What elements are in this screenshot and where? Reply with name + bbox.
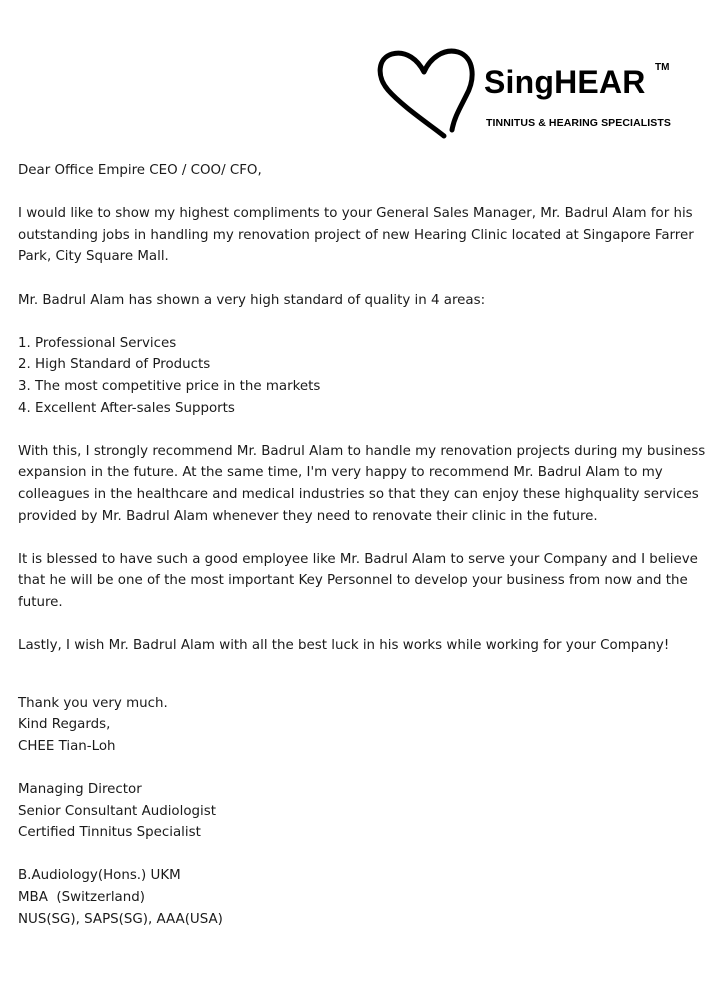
list-item: 3. The most competitive price in the markets <box>18 378 321 394</box>
paragraph-employee: It is blessed to have such a good employee like Mr. Badrul Alam to serve your Company and I believe that he will be one of the most important Key Personnel to develop your business from now and the future. <box>18 551 698 610</box>
list-item: 2. High Standard of Products <box>18 357 211 373</box>
signer-title: Senior Consultant Audiologist <box>18 803 216 819</box>
letter-body <box>18 160 708 930</box>
list-item: 4. Excellent After-sales Supports <box>18 400 235 416</box>
paragraph-closing-wish: Lastly, I wish Mr. Badrul Alam with all the best luck in his works while working for your Company! <box>18 638 670 654</box>
trademark: TM <box>655 62 670 73</box>
quality-list <box>18 333 708 419</box>
signoff-thanks: Thank you very much. <box>18 695 168 711</box>
salutation: Dear Office Empire CEO / COO/ CFO, <box>18 163 262 178</box>
heart-icon <box>374 44 486 140</box>
signer-credential: B.Audiology(Hons.) UKM <box>18 868 181 884</box>
company-logo <box>374 44 704 144</box>
paragraph-quality-intro: Mr. Badrul Alam has shown a very high standard of quality in 4 areas: <box>18 292 486 308</box>
brand-tagline: TINNITUS & HEARING SPECIALISTS <box>486 117 672 129</box>
paragraph-recommendation: With this, I strongly recommend Mr. Badrul Alam to handle my renovation projects during my business expansion in the future. At the same time, I'm very happy to recommend Mr. Badrul Alam to my colleagues in the healthcare and medical industries so that they can enjoy these highquality services provided by Mr. Badrul Alam whenever they need to renovate their clinic in the future. <box>18 443 706 524</box>
signer-credential: NUS(SG), SAPS(SG), AAA(USA) <box>18 911 223 927</box>
signer-credential: MBA (Switzerland) <box>18 890 145 905</box>
paragraph-compliments: I would like to show my highest compliments to your General Sales Manager, Mr. Badrul Alam for his outstanding jobs in handling my renovation project of new Hearing Clinic located at Singapore Farrer Park, City Square Mall. <box>18 206 694 265</box>
signoff-regards: Kind Regards, <box>18 717 111 733</box>
brand-name: SingHEAR <box>484 64 646 100</box>
signer-name: CHEE Tian-Loh <box>18 738 116 754</box>
signer-title: Managing Director <box>18 782 142 798</box>
list-item: 1. Professional Services <box>18 335 177 351</box>
signer-title: Certified Tinnitus Specialist <box>18 825 201 841</box>
